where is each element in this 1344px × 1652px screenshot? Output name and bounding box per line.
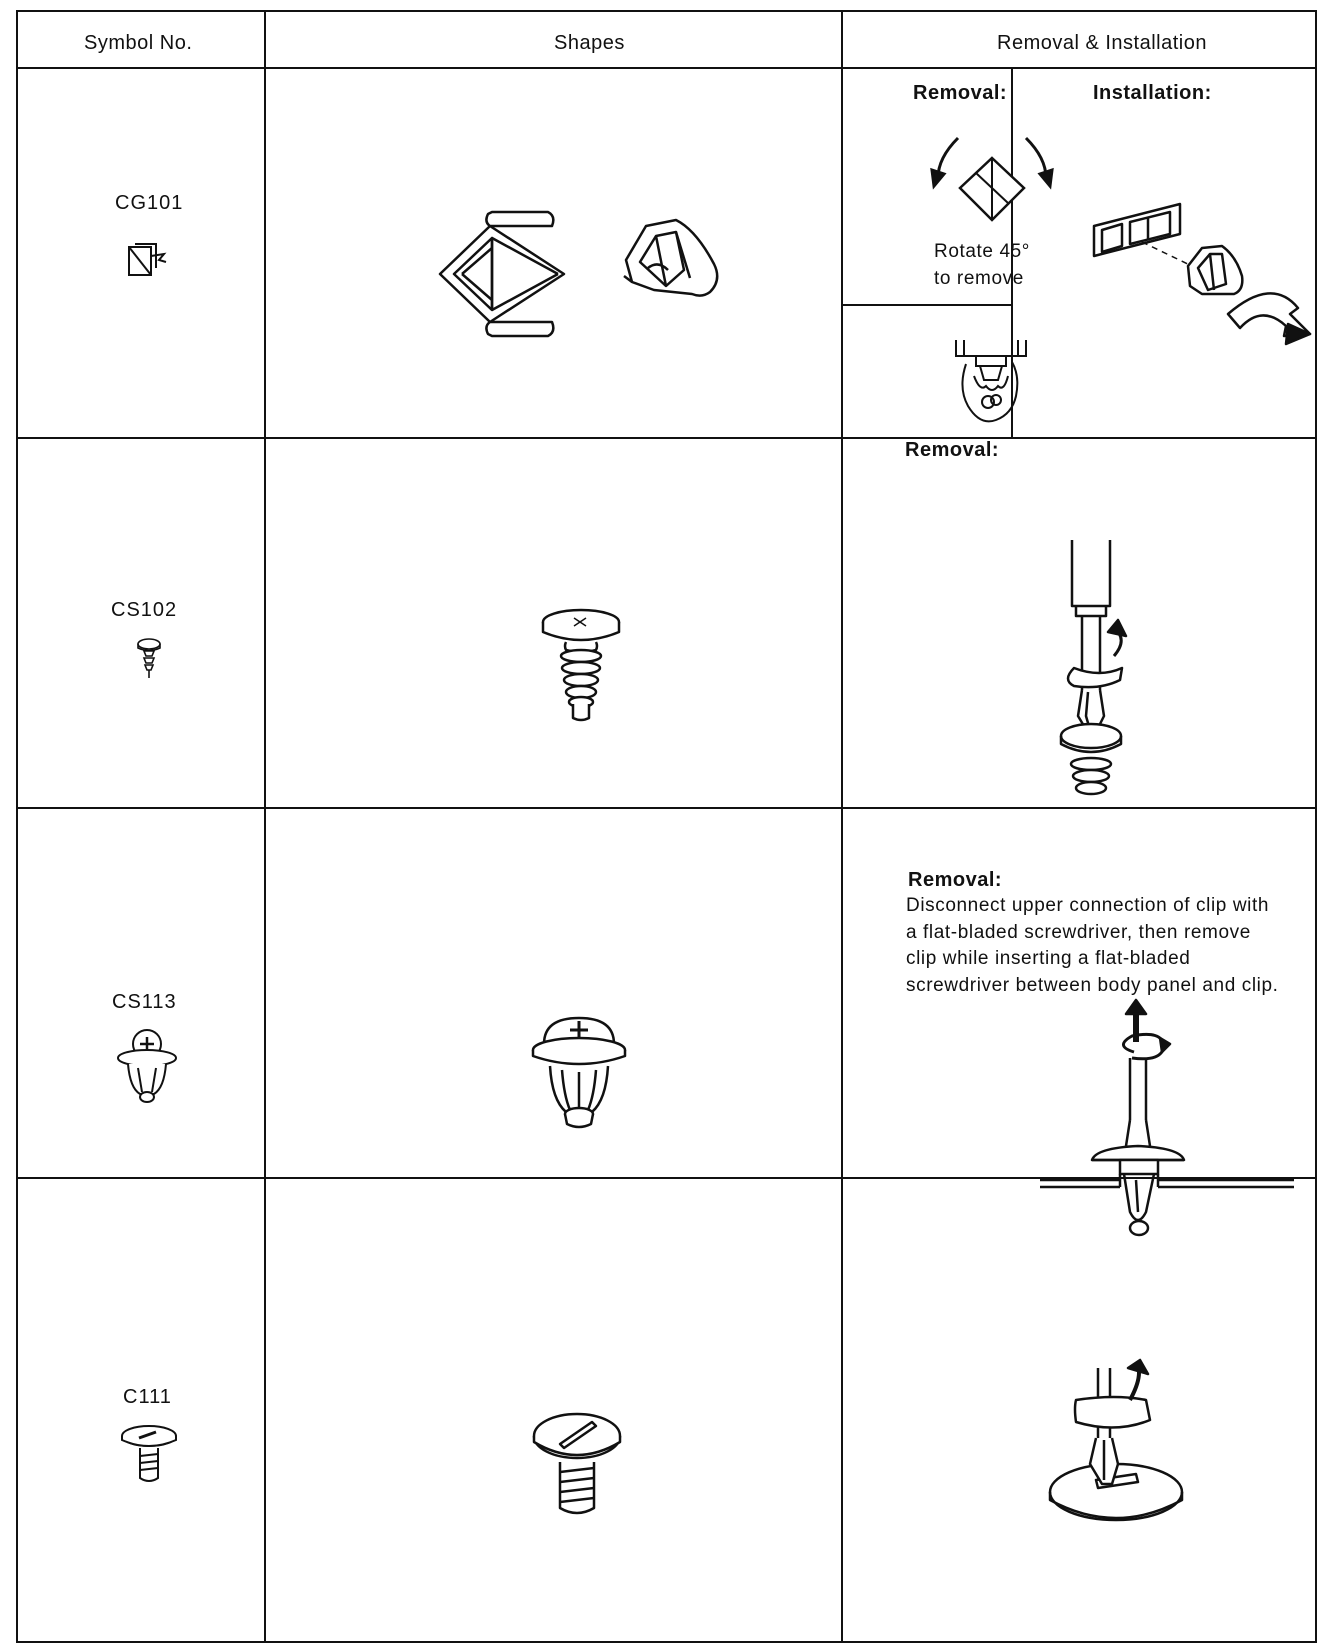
- panel-clip-removal-icon: [1040, 1000, 1296, 1250]
- symbol-cs113: CS113: [112, 991, 177, 1013]
- pinch-removal-icon: [952, 336, 1030, 432]
- diamond-clip-symbol-icon: [126, 242, 168, 282]
- header-divider: [18, 67, 1315, 69]
- diamond-clip-shape-icon: [440, 212, 580, 337]
- push-screw-symbol-icon: [136, 638, 162, 680]
- flat-screwdriver-turn-icon: [1046, 1360, 1186, 1526]
- symbol-cs102: CS102: [111, 599, 178, 621]
- removal-instructions-cs113: Disconnect upper connection of clip with a flat-bladed screwdriver, then remove clip while inserting a flat-bladed screwdriver between body panel and clip.: [906, 895, 1279, 996]
- push-screw-shape-icon: [540, 608, 622, 722]
- removal-label-cg101-pinch: Removal:: [905, 439, 1000, 461]
- col-divider-2: [841, 12, 843, 1641]
- rotate-instruction-line2: to remove: [934, 268, 1024, 289]
- row-divider-2: [18, 807, 1315, 809]
- installation-label-cg101: Installation:: [1093, 82, 1212, 104]
- subcell-divider-h: [842, 304, 1012, 306]
- phillips-clip-symbol-icon: [116, 1028, 178, 1104]
- rotate-instruction-line1: Rotate 45°: [934, 241, 1030, 262]
- header-removal-installation: Removal & Installation: [997, 32, 1207, 54]
- removal-label-cs113: Removal:: [908, 869, 1003, 891]
- phillips-clip-shape-icon: [530, 1016, 628, 1130]
- header-symbol-no: Symbol No.: [84, 32, 193, 54]
- clip-side-shape-icon: [618, 220, 728, 305]
- rotate-arrows-icon: [930, 130, 1054, 226]
- screwdriver-turn-icon: [1060, 540, 1160, 798]
- symbol-c111: C111: [123, 1386, 172, 1408]
- symbol-cg101: CG101: [115, 192, 184, 214]
- col-divider-1: [264, 12, 266, 1641]
- header-shapes: Shapes: [554, 32, 625, 54]
- slotted-screw-shape-icon: [532, 1412, 622, 1518]
- slotted-screw-symbol-icon: [120, 1424, 178, 1484]
- clip-install-icon: [1092, 196, 1312, 360]
- row-divider-1: [18, 437, 1315, 439]
- removal-label-cg101: Removal:: [913, 82, 1008, 104]
